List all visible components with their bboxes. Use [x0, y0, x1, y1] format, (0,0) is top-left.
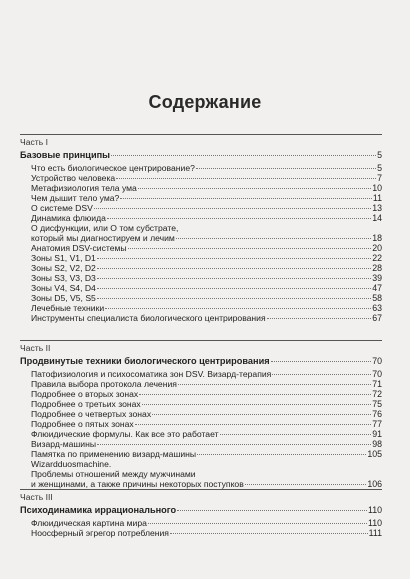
page-number: 63 — [372, 303, 382, 313]
dot-leader — [105, 308, 371, 309]
toc-entry — [20, 183, 382, 193]
entry-title: Wizardduosmachine. — [31, 459, 112, 469]
dot-leader — [148, 523, 367, 524]
page-number: 47 — [372, 283, 382, 293]
part-divider — [20, 340, 382, 341]
toc-entry — [20, 293, 382, 303]
part-label: Часть II — [20, 343, 51, 353]
entry-line — [31, 233, 382, 243]
page-number: 39 — [372, 273, 382, 283]
entry-title: Зоны D5, V5, S5 — [31, 293, 96, 303]
dot-leader — [245, 484, 367, 485]
page-number: 75 — [372, 399, 382, 409]
entry-title: Чем дышит тело ума? — [31, 193, 120, 203]
toc-entry — [20, 528, 382, 538]
toc-entry — [20, 389, 382, 399]
dot-leader — [197, 454, 366, 455]
page-number: 91 — [372, 429, 382, 439]
dot-leader — [220, 434, 372, 435]
part-title-row — [20, 149, 382, 161]
part-label: Часть I — [20, 137, 48, 147]
entry-title: О системе DSV — [31, 203, 93, 213]
page-number: 18 — [372, 233, 382, 243]
toc-entry — [20, 263, 382, 273]
page-number: 67 — [372, 313, 382, 323]
dot-leader — [177, 510, 367, 511]
entry-title: Устройство человека — [31, 173, 116, 183]
toc-entry — [20, 379, 382, 389]
entry-title: Подробнее о третьих зонах — [31, 399, 141, 409]
toc-entry — [20, 283, 382, 293]
entry-title: Проблемы отношений между мужчинами — [31, 469, 196, 479]
dot-leader — [97, 258, 371, 259]
toc-entry — [20, 313, 382, 323]
dot-leader — [170, 533, 368, 534]
part-title: Продвинутые техники биологического центрирования — [20, 356, 270, 366]
entry-title: Подробнее о четвертых зонах — [31, 409, 152, 419]
dot-leader — [97, 298, 371, 299]
dot-leader — [142, 404, 372, 405]
entry-title: Метафизиология тела ума — [31, 183, 137, 193]
page-number: 76 — [372, 409, 382, 419]
entry-title: Анатомия DSV-системы — [31, 243, 127, 253]
part-title: Психодинамика иррационального — [20, 505, 177, 515]
toc-entry — [20, 203, 382, 213]
entry-list — [20, 163, 382, 323]
page-number: 7 — [377, 173, 382, 183]
toc-entry — [20, 303, 382, 313]
page-number: 72 — [372, 389, 382, 399]
dot-leader — [272, 374, 371, 375]
page-number: 13 — [372, 203, 382, 213]
dot-leader — [116, 178, 376, 179]
page-number: 5 — [377, 150, 382, 160]
page-number: 98 — [372, 439, 382, 449]
entry-title: Правила выбора протокола лечения — [31, 379, 177, 389]
entry-title: который мы диагностируем и лечим — [31, 233, 175, 243]
dot-leader — [94, 208, 371, 209]
entry-line — [31, 469, 382, 479]
entry-title: Подробнее о пятых зонах — [31, 419, 134, 429]
page-number: 28 — [372, 263, 382, 273]
toc-entry — [20, 369, 382, 379]
part-title: Базовые принципы — [20, 150, 110, 160]
dot-leader — [107, 218, 371, 219]
toc-entry — [20, 409, 382, 419]
dot-leader — [97, 444, 371, 445]
page-number: 111 — [368, 528, 382, 538]
part-title-row — [20, 504, 382, 516]
toc-entry — [20, 193, 382, 203]
dot-leader — [135, 424, 372, 425]
entry-line — [31, 223, 382, 233]
entry-list — [20, 369, 382, 489]
toc-entry — [20, 243, 382, 253]
page-number: 71 — [372, 379, 382, 389]
dot-leader — [97, 278, 371, 279]
toc-entry — [20, 439, 382, 449]
entry-title: Памятка по применению визард-машины — [31, 449, 197, 459]
toc-entry — [20, 253, 382, 263]
toc-part — [20, 489, 382, 538]
toc-entry — [20, 429, 382, 439]
page-number: 105 — [367, 449, 382, 459]
entry-title: Зоны S3, V3, D3 — [31, 273, 96, 283]
dot-leader — [139, 394, 371, 395]
toc-entry — [20, 419, 382, 429]
toc-entry — [20, 223, 382, 243]
dot-leader — [111, 155, 376, 156]
entry-title: Флюидическая картина мира — [31, 518, 147, 528]
page-number: 14 — [372, 213, 382, 223]
toc-part — [20, 340, 382, 489]
page-number: 20 — [372, 243, 382, 253]
toc-entry — [20, 213, 382, 223]
dot-leader — [152, 414, 371, 415]
entry-title: Зоны S1, V1, D1 — [31, 253, 96, 263]
part-divider — [20, 134, 382, 135]
entry-title: Лечебные техники — [31, 303, 105, 313]
toc-entry — [20, 399, 382, 409]
toc-entry — [20, 459, 382, 489]
dot-leader — [196, 168, 376, 169]
entry-line — [31, 479, 382, 489]
page-number: 11 — [372, 193, 382, 203]
page-title: Содержание — [148, 92, 262, 112]
page-number: 77 — [372, 419, 382, 429]
entry-title: Ноосферный эгрегор потребления — [31, 528, 169, 538]
toc-entry — [20, 273, 382, 283]
entry-title: Флюидические формулы. Как все это работает — [31, 429, 219, 439]
dot-leader — [120, 198, 372, 199]
part-label: Часть III — [20, 492, 53, 502]
dot-leader — [138, 188, 371, 189]
dot-leader — [176, 238, 371, 239]
entry-list — [20, 518, 382, 538]
entry-title: Подробнее о вторых зонах — [31, 389, 139, 399]
entry-title: и женщинами, а также причины некоторых поступков — [31, 479, 244, 489]
page-number: 110 — [367, 505, 382, 515]
dot-leader — [267, 318, 372, 319]
dot-leader — [97, 268, 371, 269]
dot-leader — [128, 248, 372, 249]
page-number: 58 — [372, 293, 382, 303]
entry-title: Инструменты специалиста биологического центрирования — [31, 313, 266, 323]
toc-entry — [20, 163, 382, 173]
page-number: 106 — [367, 479, 382, 489]
toc-entry — [20, 518, 382, 528]
entry-title: Патофизиология и психосоматика зон DSV. Визард-терапия — [31, 369, 272, 379]
page-number: 70 — [372, 356, 382, 366]
page-number: 10 — [372, 183, 382, 193]
part-title-row — [20, 355, 382, 367]
toc-entry — [20, 173, 382, 183]
page-number: 110 — [367, 518, 382, 528]
entry-title: Зоны V4, S4, D4 — [31, 283, 96, 293]
entry-title: Зоны S2, V2, D2 — [31, 263, 96, 273]
dot-leader — [178, 384, 371, 385]
entry-title: Что есть биологическое центрирование? — [31, 163, 195, 173]
entry-title: О дисфункции, или О том субстрате, — [31, 223, 179, 233]
toc-entry — [20, 449, 382, 459]
entry-title: Динамика флюида — [31, 213, 106, 223]
dot-leader — [97, 288, 371, 289]
page-number: 5 — [377, 163, 382, 173]
dot-leader — [271, 361, 372, 362]
part-divider — [20, 489, 382, 490]
page-number: 22 — [372, 253, 382, 263]
entry-title: Визард-машины — [31, 439, 97, 449]
toc-part — [20, 134, 382, 323]
page-number: 70 — [372, 369, 382, 379]
entry-line — [31, 459, 382, 469]
